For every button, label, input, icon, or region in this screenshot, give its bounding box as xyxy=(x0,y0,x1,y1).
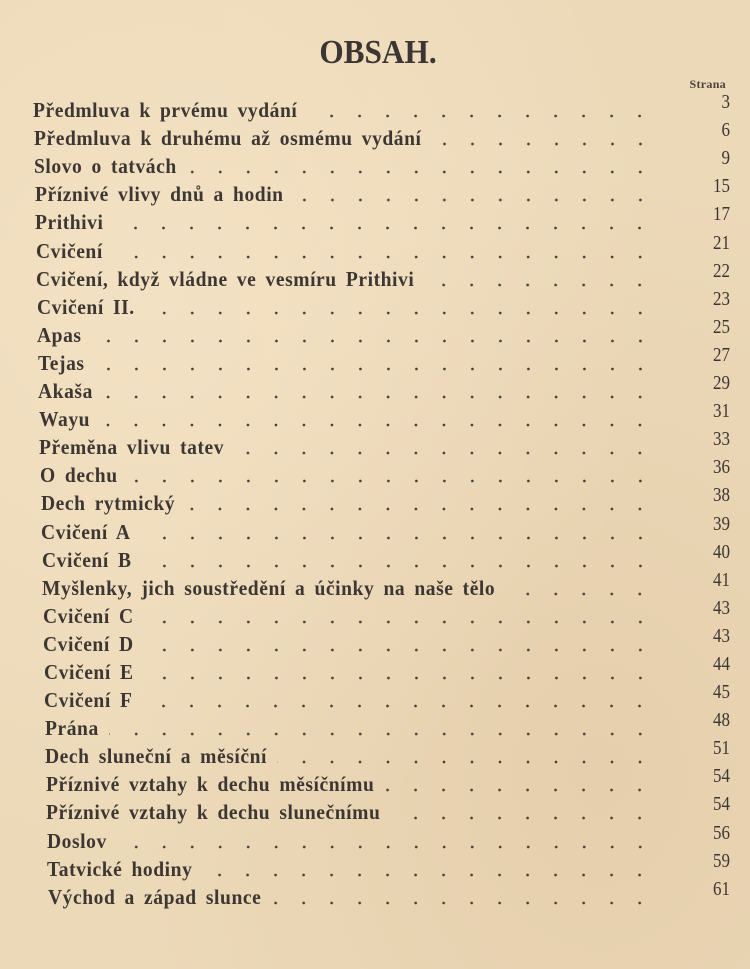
dot-leader xyxy=(103,394,654,400)
toc-entry xyxy=(0,287,750,322)
toc-entry-title: Slovo o tatvách xyxy=(34,154,177,179)
dot-leader xyxy=(384,787,654,793)
toc-entry xyxy=(0,484,750,518)
toc-entry-page-number: 39 xyxy=(713,512,730,535)
toc-entry-title: Předmluva k druhému až osmému vydání xyxy=(34,126,422,151)
toc-entry xyxy=(0,821,750,855)
dot-leader xyxy=(92,338,654,344)
toc-entry xyxy=(0,315,750,350)
toc-entry-title: O dechu xyxy=(40,463,118,488)
toc-entry xyxy=(0,428,750,462)
toc-entry xyxy=(0,343,750,378)
toc-entry xyxy=(0,737,750,771)
toc-entry-page-number: 43 xyxy=(713,624,730,647)
toc-entry xyxy=(0,877,750,912)
toc-entry-page-number: 9 xyxy=(721,147,730,170)
toc-entry xyxy=(0,624,750,659)
toc-entry-title: Cvičení A xyxy=(41,519,131,544)
toc-entry xyxy=(0,231,750,265)
dot-leader xyxy=(95,366,654,372)
toc-entry-title: Apas xyxy=(37,322,82,347)
toc-entry-page-number: 23 xyxy=(713,287,730,310)
dot-leader xyxy=(109,731,654,737)
toc-entry-page-number: 33 xyxy=(713,428,730,451)
dot-leader xyxy=(142,563,654,569)
toc-entry-title: Cvičení B xyxy=(42,547,132,572)
dot-leader xyxy=(145,310,654,316)
toc-entry-page-number: 27 xyxy=(713,343,730,366)
toc-entry-page-number: 54 xyxy=(713,793,730,816)
toc-entry-page-number: 22 xyxy=(713,259,730,282)
toc-entry-page-number: 15 xyxy=(713,175,730,198)
toc-entry-page-number: 48 xyxy=(713,709,730,732)
dot-leader xyxy=(202,872,654,878)
toc-entry xyxy=(0,203,750,237)
dot-leader xyxy=(277,759,654,765)
toc-entry-title: Dech rytmický xyxy=(41,491,176,516)
toc-entry xyxy=(0,540,750,575)
toc-entry-page-number: 31 xyxy=(713,400,730,423)
dot-leader xyxy=(144,675,654,681)
dot-leader xyxy=(234,450,654,456)
toc-entry-page-number: 17 xyxy=(713,203,730,226)
dot-leader xyxy=(113,254,654,260)
dot-leader xyxy=(117,844,654,850)
toc-entry-title: Myšlenky, jich soustředění a účinky na naše tělo xyxy=(42,575,496,600)
toc-entry-page-number: 44 xyxy=(713,652,730,675)
toc-entry xyxy=(0,681,750,715)
toc-entry-title: Cvičení C xyxy=(43,603,134,628)
toc-entry-page-number: 56 xyxy=(713,821,730,844)
toc-entry-title: Doslov xyxy=(47,828,107,853)
dot-leader xyxy=(144,647,654,653)
toc-entry-title: Prána xyxy=(45,716,99,741)
toc-entry xyxy=(0,512,750,546)
page-title: OBSAH. xyxy=(319,34,437,71)
toc-entry-title: Cvičení, když vládne ve vesmíru Prithivi xyxy=(36,266,415,291)
toc-entry-title: Východ a západ slunce xyxy=(48,884,262,909)
toc-entry xyxy=(0,147,750,181)
table-of-contents xyxy=(0,91,750,912)
toc-entry-title: Tatvické hodiny xyxy=(47,856,193,881)
toc-entry xyxy=(0,596,750,631)
toc-entry xyxy=(0,568,750,603)
toc-entry xyxy=(0,119,750,153)
toc-entry-page-number: 38 xyxy=(713,484,730,507)
toc-entry-title: Příznivé vlivy dnů a hodin xyxy=(35,182,284,207)
toc-entry xyxy=(0,849,750,884)
toc-entry-page-number: 59 xyxy=(713,849,730,872)
toc-entry-title: Cvičení D xyxy=(43,631,134,656)
toc-entry-page-number: 3 xyxy=(721,91,730,114)
toc-entry-title: Přeměna vlivu tatev xyxy=(39,435,225,460)
toc-entry-title: Tejas xyxy=(38,350,85,375)
toc-entry xyxy=(0,91,750,125)
toc-entry xyxy=(0,400,750,434)
toc-entry-page-number: 45 xyxy=(713,681,730,704)
toc-entry-page-number: 21 xyxy=(713,231,730,254)
toc-entry xyxy=(0,456,750,490)
dot-leader xyxy=(144,619,654,625)
toc-entry-title: Prithivi xyxy=(35,210,104,235)
toc-entry-title: Předmluva k prvému vydání xyxy=(33,98,298,123)
toc-entry-title: Wayu xyxy=(39,407,91,432)
dot-leader xyxy=(390,815,654,821)
dot-leader xyxy=(113,225,654,231)
toc-entry-page-number: 54 xyxy=(713,765,730,788)
toc-entry-title: Cvičení F xyxy=(44,688,133,713)
dot-leader xyxy=(141,535,654,541)
toc-entry-title: Cvičení xyxy=(36,238,103,263)
toc-entry xyxy=(0,793,750,827)
dot-leader xyxy=(424,282,654,288)
toc-entry-page-number: 25 xyxy=(713,315,730,338)
toc-entry xyxy=(0,259,750,294)
dot-leader xyxy=(271,900,654,906)
toc-entry-page-number: 43 xyxy=(713,596,730,619)
toc-entry xyxy=(0,709,750,743)
dot-leader xyxy=(100,422,654,428)
toc-entry xyxy=(0,765,750,799)
toc-entry-title: Cvičení II. xyxy=(37,294,135,319)
toc-entry-page-number: 61 xyxy=(713,877,730,900)
dot-leader xyxy=(185,506,654,512)
toc-entry-page-number: 51 xyxy=(713,737,730,760)
toc-entry-title: Příznivé vztahy k dechu slunečnímu xyxy=(46,800,381,825)
dot-leader xyxy=(505,591,654,597)
dot-leader xyxy=(142,703,654,709)
dot-leader xyxy=(187,169,654,175)
toc-entry xyxy=(0,652,750,687)
toc-entry-page-number: 29 xyxy=(713,372,730,395)
dot-leader xyxy=(307,113,654,119)
toc-entry xyxy=(0,175,750,209)
dot-leader xyxy=(128,478,654,484)
dot-leader xyxy=(294,197,654,203)
toc-entry-title: Akaša xyxy=(38,379,93,404)
toc-entry-page-number: 6 xyxy=(721,119,730,142)
toc-entry-page-number: 41 xyxy=(713,568,730,591)
toc-entry-page-number: 36 xyxy=(713,456,730,479)
toc-entry xyxy=(0,372,750,406)
page-column-header: Strana xyxy=(689,77,726,91)
toc-entry-title: Dech sluneční a měsíční xyxy=(45,744,268,769)
dot-leader xyxy=(432,141,654,147)
toc-entry-title: Příznivé vztahy k dechu měsíčnímu xyxy=(46,772,375,797)
toc-entry-title: Cvičení E xyxy=(44,659,134,684)
toc-entry-page-number: 40 xyxy=(713,540,730,563)
